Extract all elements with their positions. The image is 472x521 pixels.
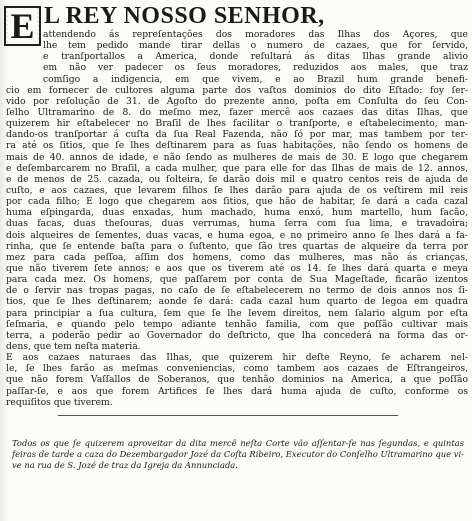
- body-line: e tranſportallos a America, donde reſultará ás ditas Ilhas grande alivio: [43, 51, 468, 63]
- footer-line: ve na rua de S. Jozé de traz da Igreja da Annunciada.: [12, 460, 238, 470]
- body-line: dando-os tranſportar á cuſta da ſua Real Fazenda, não ſó por mar, mas tambem por ter-: [6, 129, 468, 141]
- body-line: de o ſervir nas tropas pagas, no caſo de ſe eſtabelecerem no termo de dois annos nos ſi-: [6, 285, 468, 297]
- body-line: para cada mez. Os homens, que paſſarem por conta de Sua Mageſtade, ficarão izentos: [6, 274, 468, 286]
- body-line: vido por reſolução de 31. de Agoſto do prezente anno, poſta em Conſulta do ſeu Con-: [6, 95, 468, 107]
- body-line: quizerem hir eſtabelecer no Braſil de lhes facilitar o tranſporte, e eſtabelecimento, man-: [6, 118, 468, 130]
- separator-rule: [58, 415, 398, 416]
- body-line: le, ſe lhes farão as meſmas conveniencias, como tambem aos cazaes de Eſtrangeiros,: [6, 363, 468, 375]
- footer-note: [12, 438, 464, 471]
- proclamation-body: [6, 29, 468, 408]
- body-line: tios, que ſe lhes deſtinarem; aonde ſe dará: cada cazal hum quarto de legoa em quadra: [6, 296, 468, 308]
- body-line: mez para cada peſſoa, aſſim dos homens, como das mulheres, mas não ás crianças,: [6, 251, 468, 263]
- body-line: duas facas, duas theſouras, duas verrumas, huma ſerra com ſua lima, e travadoira;: [6, 218, 468, 230]
- body-line: terra, a poderão pedir ao Governador do deſtricto, que lha concederá na forma das or-: [6, 329, 468, 341]
- body-line: ſeſmaria, e quando pelo tempo adiante tenhão familia, com que poſſão cultivar mais: [6, 318, 468, 330]
- body-line: ſelho Ultramarino de 8. do meſmo mez, fazer mercê aos cazaes das ditas Ilhas, que: [6, 106, 468, 118]
- body-line: huma eſpingarda, duas enxadas, hum machado, huma enxó, hum martello, hum facão,: [6, 207, 468, 219]
- body-line: que não forem Vaſſallos de Soberanos, que tenhão dominios na America, a que poſſão: [6, 374, 468, 386]
- body-line: e de menos de 25. cazada, ou ſolteira, ſe darão dois mil e quatro centos reis de ajuda de: [6, 173, 468, 185]
- body-line: paſſar-ſe, e aos que forem Artifices ſe lhes dará huma ajuda de cuſto, conforme os: [6, 385, 468, 397]
- proclamation-heading: L REY NOSSO SENHOR,: [44, 3, 325, 29]
- body-line: dois alqueires de ſementes, duas vacas, e huma egoa, e no primeiro anno ſe lhes dará a fa-: [6, 229, 468, 241]
- footer-line: Todos os que ſe quizerem aproveitar da dita mercê neſta Corte vão aſſentar-ſe nas ſegundas, e quintas: [12, 438, 464, 448]
- body-line: attendendo ás repreſentações dos moradores das Ilhas dos Açores, que: [43, 29, 468, 40]
- body-line: comſigo a indigencia, em que vivem, e ao Brazil hum grande benefi-: [43, 73, 468, 85]
- body-line: cuſto, e aos cazaes, que levarem filhos ſe lhes darão para ajuda de os veſtirem mil reis: [6, 184, 468, 196]
- body-line: em não ver padecer os ſeus moradores, reduzidos aos males, que traz: [43, 62, 468, 74]
- body-line: rinha, que ſe entende baſta para o ſuſtento, que ſão tres quartas de alqueire da terra por: [6, 240, 468, 252]
- body-line: E aos cazaes naturaes das Ilhas, que quizerem hir deſte Reyno, ſe acharem nel-: [6, 352, 468, 364]
- body-line: e deſembarcarem no Braſil, a cada mulher, que para elle for das Ilhas de mais de 12. annos,: [6, 162, 468, 174]
- body-line: mais de 40. annos de idade, e não ſendo as mulheres de mais de 30. E logo que chegarem: [6, 151, 468, 163]
- body-line: dens, que tem neſta materia.: [6, 340, 141, 352]
- body-line: cio em fornecer de cultores alguma parte dos vaſtos dominios do dito Eſtado: foy ſer-: [6, 84, 468, 96]
- body-line: que não tiverem ſete annos; e aos que os tiverem até os 14. ſe lhes dará quarta e meya: [6, 262, 468, 274]
- dropcap-letter: E: [10, 6, 35, 46]
- body-line: ra até os ſitios, que ſe lhes deſtinarem para as ſuas habitações, não ſendo os homens de: [6, 140, 468, 152]
- footer-line: feiras de tarde a caza do Dezembargador Jozé da Coſta Ribeiro, Executor do Conſelho Ultramarino que vi-: [12, 449, 464, 459]
- body-line: por cada filho; E logo que chegarem aos ſitios, que hão de habitar, ſe dará a cada cazal: [6, 196, 468, 208]
- body-line: lhe tem pedido mande tirar dellas o numero de cazaes, que for ſervido,: [43, 40, 468, 52]
- body-line: requiſitos que tiverem.: [6, 396, 113, 408]
- body-line: para principiar a ſua cultura, ſem que ſe lhe levem direitos, nem ſalario algum por eſta: [6, 307, 468, 319]
